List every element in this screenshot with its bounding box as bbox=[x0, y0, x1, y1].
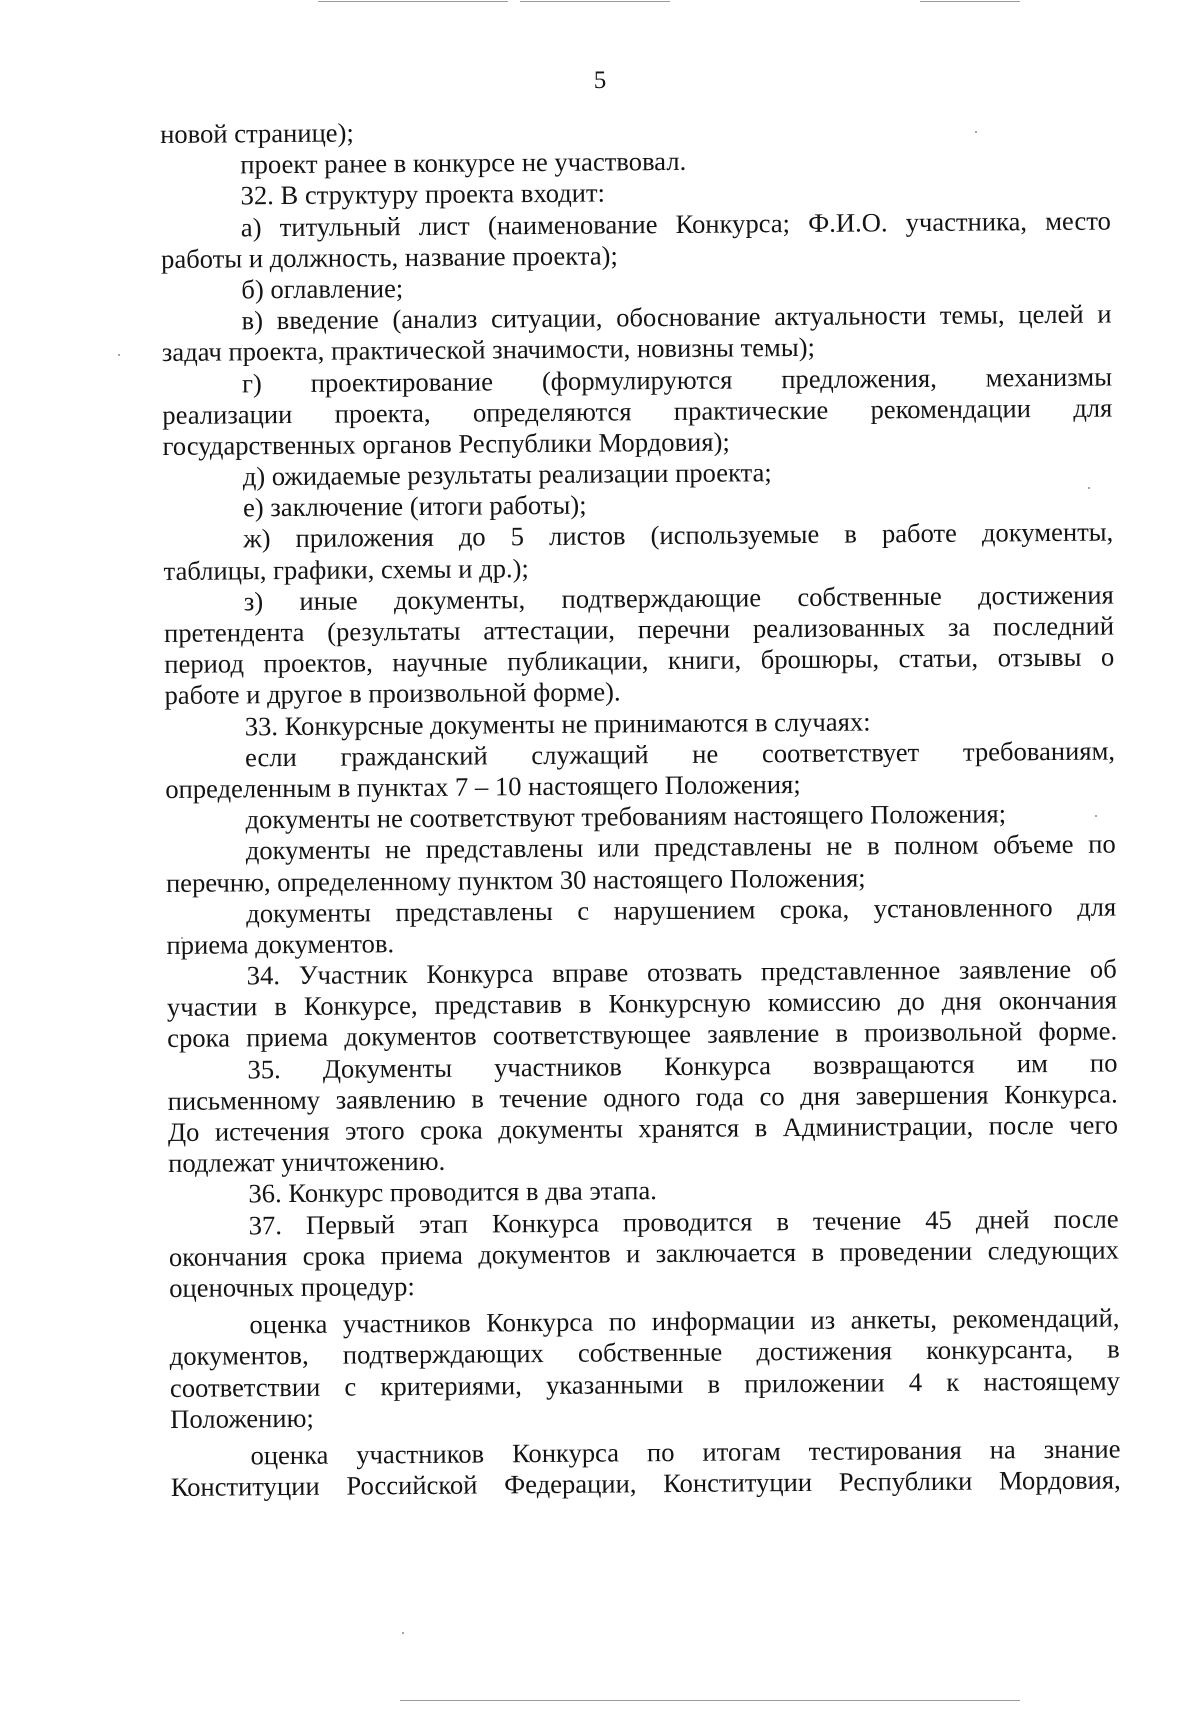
text-line: перечню, определенному пунктом 30 настоящего Положения; bbox=[165, 861, 866, 898]
text-line: оценка участников Конкурса по итогам тестирования на знание bbox=[250, 1433, 1121, 1471]
text-line: претендента (результаты аттестации, перечни реализованных за последний bbox=[163, 610, 1115, 648]
scan-edge-line bbox=[520, 1, 670, 2]
text-line: документы не представлены или представлены не в полном объеме по bbox=[245, 828, 1116, 866]
text-line: приема документов. bbox=[166, 928, 395, 960]
text-line: 34. Участник Конкурса вправе отозвать представленное заявление об bbox=[246, 953, 1117, 991]
scan-speck bbox=[402, 1632, 404, 1634]
text-line: Положению; bbox=[170, 1402, 314, 1434]
scan-speck bbox=[118, 354, 120, 356]
text-line: ж) приложения до 5 листов (используемые в работе документы, bbox=[243, 516, 1114, 554]
page-number: 5 bbox=[593, 67, 607, 94]
text-line: а) титульный лист (наименование Конкурса; Ф.И.О. участника, место bbox=[240, 205, 1111, 242]
text-line: оценка участников Конкурса по информации из анкеты, рекомендаций, bbox=[249, 1302, 1120, 1340]
text-line: з) иные документы, подтверждающие собственные достижения bbox=[243, 579, 1114, 617]
text-line: в) введение (анализ ситуации, обоснование актуальности темы, целей и bbox=[241, 298, 1112, 336]
text-line: документы представлены с нарушением срока, установленного для bbox=[246, 891, 1117, 929]
text-line: е) заключение (итоги работы); bbox=[242, 489, 587, 523]
text-line: оценочных процедур: bbox=[169, 1270, 415, 1303]
text-line: 37. Первый этап Конкурса проводится в течение 45 дней после bbox=[248, 1203, 1119, 1240]
text-line: государственных органов Республики Мордовия); bbox=[162, 426, 730, 461]
text-line: соответствии с критериями, указанными в приложении 4 к настоящему bbox=[169, 1365, 1121, 1403]
text-line: Конституции Российской Федерации, Конституции Республики Мордовия, bbox=[170, 1464, 1121, 1503]
text-line: г) проектирование (формулируются предложения, механизмы bbox=[241, 361, 1113, 398]
text-line: срока приема документов соответствующее заявление в произвольной форме. bbox=[167, 1015, 1118, 1054]
text-line: реализации проекта, определяются практические рекомендации для bbox=[162, 392, 1113, 430]
text-line: документов, подтверждающих собственные достижения конкурсанта, в bbox=[169, 1333, 1120, 1372]
text-line: окончания срока приема документов и заключается в проведении следующих bbox=[168, 1234, 1120, 1272]
text-line: если гражданский служащий не соответствует требованиям, bbox=[244, 735, 1116, 773]
text-line: письменному заявлению в течение одного года со дня завершения Конкурса. bbox=[167, 1078, 1118, 1116]
text-line: 32. В структуру проекта входит: bbox=[240, 177, 606, 211]
text-line: документы не соответствуют требованиям настоящего Положения; bbox=[245, 798, 1007, 835]
text-line: 36. Конкурс проводится в два этапа. bbox=[248, 1175, 657, 1209]
document-body bbox=[160, 112, 1121, 1504]
scan-edge-line bbox=[400, 1700, 1020, 1701]
text-line: подлежат уничтожению. bbox=[168, 1145, 446, 1179]
scan-edge-line bbox=[920, 1, 1020, 2]
text-line: б) оглавление; bbox=[241, 273, 404, 305]
text-line: участии в Конкурсе, представив в Конкурсную комиссию до дня окончания bbox=[166, 984, 1118, 1023]
text-line: определенным в пунктах 7 – 10 настоящего Положения; bbox=[165, 768, 801, 804]
text-line: проект ранее в конкурсе не участвовал. bbox=[240, 146, 687, 180]
text-line: новой странице); bbox=[160, 117, 354, 149]
text-line: работе и другое в произвольной форме). bbox=[164, 676, 621, 711]
scan-edge-line bbox=[318, 1, 508, 2]
text-line: работы и должность, название проекта); bbox=[160, 240, 618, 274]
text-line: период проектов, научные публикации, книги, брошюры, статьи, отзывы о bbox=[164, 641, 1115, 680]
text-line: 33. Конкурсные документы не принимаются в случаях: bbox=[244, 706, 871, 741]
text-line: 35. Документы участников Конкурса возвращаются им по bbox=[247, 1047, 1118, 1084]
text-line: таблицы, графики, схемы и др.); bbox=[163, 552, 529, 586]
text-line: До истечения этого срока документы хранятся в Администрации, после чего bbox=[167, 1109, 1119, 1147]
text-line: д) ожидаемые результаты реализации проекта; bbox=[242, 457, 772, 492]
text-line: задач проекта, практической значимости, новизны темы); bbox=[161, 332, 816, 368]
